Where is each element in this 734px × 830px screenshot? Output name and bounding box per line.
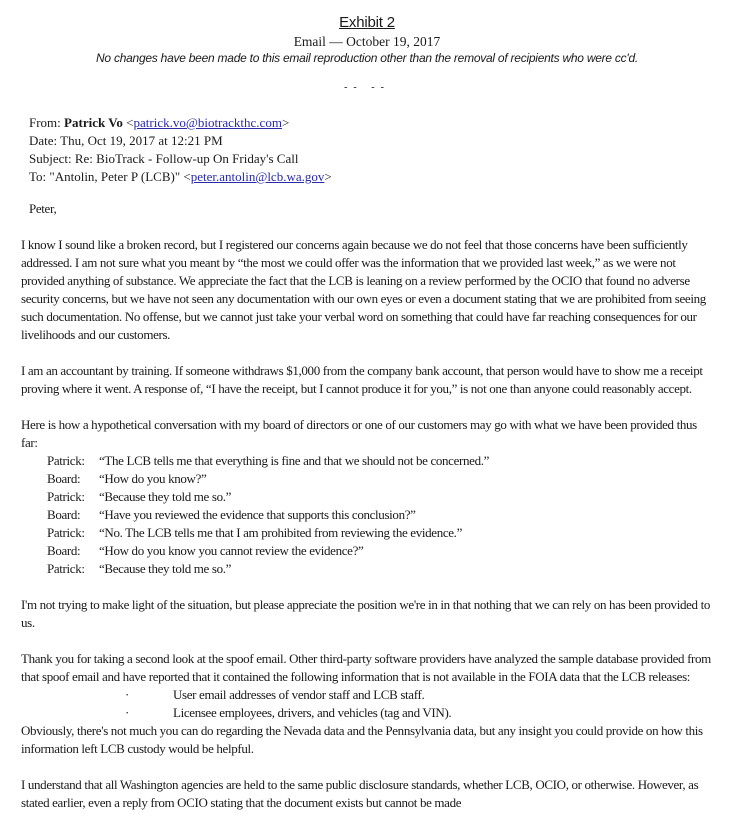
dialog-text: “How do you know?” (99, 471, 207, 486)
email-body (21, 200, 711, 830)
paragraph-7: I understand that all Washington agencies are held to the same public disclosure standards, whether LCB, OCIO, or otherwise. However, as stated earlier, even a reply from OCIO stating that the document exists but cannot be made (21, 777, 699, 810)
greeting: Peter, (29, 201, 57, 216)
dialog-text: “Because they told me so.” (99, 489, 232, 504)
list-item (125, 704, 711, 722)
paragraph-5: Thank you for taking a second look at the spoof email. Other third-party software providers have analyzed the sample database provided from that spoof email and have reported that it contained the following information that is not available in the FOIA data that the LCB releases: (21, 651, 711, 684)
dialog-speaker: Board: (47, 471, 81, 486)
dialog-text: “Because they told me so.” (99, 561, 232, 576)
dialog-speaker: Board: (47, 543, 81, 558)
dialog-speaker: Patrick: (47, 489, 85, 504)
list-item (125, 686, 711, 704)
dialog-text: “No. The LCB tells me that I am prohibited from reviewing the evidence.” (99, 525, 462, 540)
dialog-line (47, 452, 711, 470)
paragraph-6: Obviously, there's not much you can do regarding the Nevada data and the Pennsylvania data, but any insight you could provide on how this information left LCB custody would be helpful. (21, 723, 703, 756)
to-line: To: "Antolin, Peter P (LCB)" <peter.antolin@lcb.wa.gov> (29, 169, 332, 184)
bullet-icon: · (125, 705, 129, 720)
recipient-email-link[interactable]: peter.antolin@lcb.wa.gov (190, 169, 325, 184)
dialog-line (47, 524, 711, 542)
dialog-text: “The LCB tells me that everything is fine and that we should not be concerned.” (99, 453, 490, 468)
exhibit-header (0, 14, 734, 66)
dialog-line (47, 560, 711, 578)
paragraph-4: I'm not trying to make light of the situation, but please appreciate the position we're in in that nothing that we can rely on has been provided to us. (21, 597, 710, 630)
from-line: From: Patrick Vo <patrick.vo@biotrackthc.com> (29, 115, 290, 130)
dialog-line (47, 488, 711, 506)
dialog-speaker: Patrick: (47, 561, 85, 576)
subject-line: Subject: Re: BioTrack - Follow-up On Friday's Call (29, 151, 299, 166)
list-item-text: User email addresses of vendor staff and LCB staff. (173, 687, 425, 702)
dialog-text: “Have you reviewed the evidence that supports this conclusion?” (99, 507, 416, 522)
leaked-data-list (21, 686, 711, 722)
paragraph-1: I know I sound like a broken record, but I registered our concerns again because we do not feel that those concerns have been sufficiently addressed. I am not sure what you meant by “the most we could offer was the information that we provided last week,” as we were not provided anything of substance. We appreciate the fact that the LCB is leaning on a review performed by the OCIO that found no adverse security concerns, but we have not seen any documentation with our own eyes or even a document stating that we are prohibited from seeing such documentation. No offense, but we cannot just take your verbal word on something that could have far reaching consequences for our livelihoods and our customers. (21, 237, 706, 342)
dialog-speaker: Patrick: (47, 453, 85, 468)
separator-dashes: -- -- (344, 82, 390, 93)
dialog-line (47, 470, 711, 488)
reproduction-disclaimer: No changes have been made to this email reproduction other than the removal of recipients who were cc'd. (96, 51, 638, 65)
paragraph-3: Here is how a hypothetical conversation with my board of directors or one of our customers may go with what we have been provided thus far: (21, 417, 697, 450)
exhibit-title: Exhibit 2 (339, 14, 395, 31)
to-label: To: "Antolin, Peter P (LCB)" (29, 169, 184, 184)
list-item-text: Licensee employees, drivers, and vehicles (tag and VIN). (173, 705, 452, 720)
from-label: From: (29, 115, 65, 130)
sender-email-link[interactable]: patrick.vo@biotrackthc.com (133, 115, 282, 130)
hypothetical-dialog (21, 452, 711, 578)
paragraph-2: I am an accountant by training. If someone withdraws $1,000 from the company bank account, that person would have to show me a receipt proving where it went. A response of, “I have the receipt, but I cannot produce it for you,” is not one than anyone could reasonably accept. (21, 363, 703, 396)
dialog-line (47, 506, 711, 524)
bullet-icon: · (125, 687, 129, 702)
dialog-text: “How do you know you cannot review the evidence?” (99, 543, 364, 558)
dialog-line (47, 542, 711, 560)
email-date-subtitle: Email — October 19, 2017 (293, 34, 441, 49)
dialog-speaker: Board: (47, 507, 81, 522)
date-line: Date: Thu, Oct 19, 2017 at 12:21 PM (29, 133, 223, 148)
sender-name: Patrick Vo (64, 115, 123, 130)
email-headers (29, 114, 332, 186)
dialog-speaker: Patrick: (47, 525, 85, 540)
